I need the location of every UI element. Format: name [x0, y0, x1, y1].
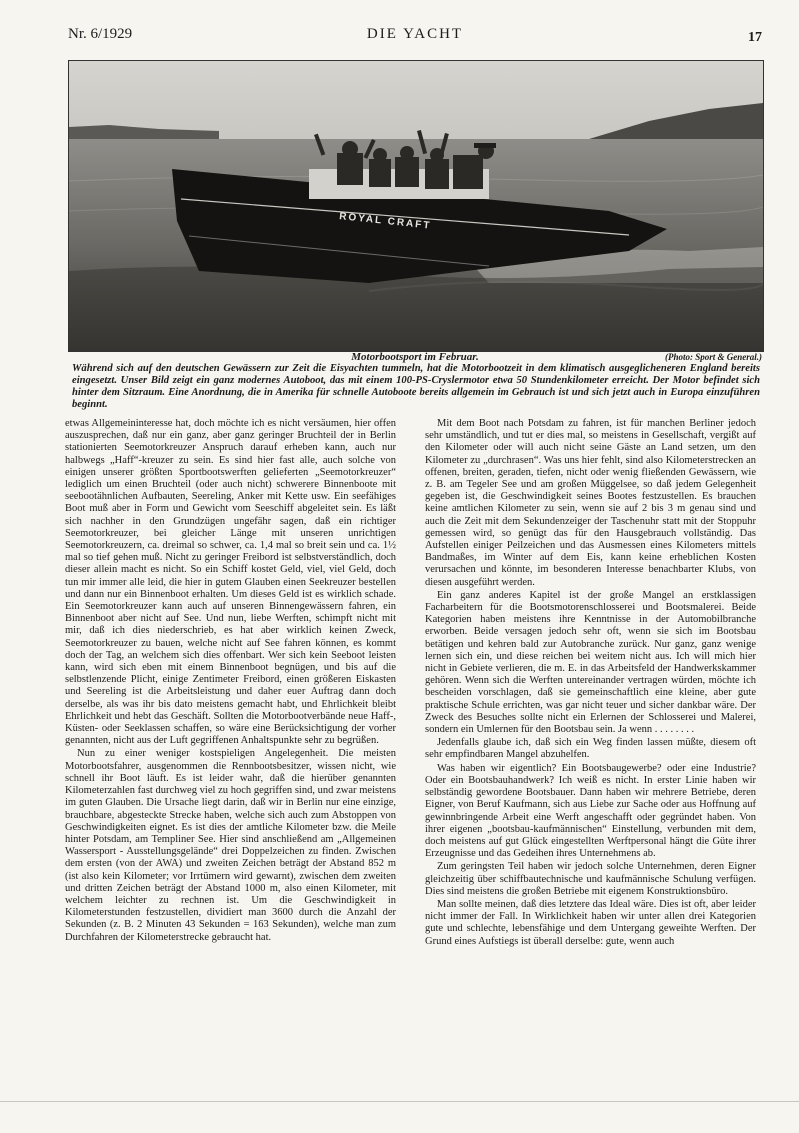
paragraph: Jedenfalls glaube ich, daß sich ein Weg finden lassen müßte, diesem oft sehr empfindbaren Mangel abzuhelfen.: [425, 737, 756, 761]
motorboat-photo: [68, 60, 764, 352]
page-header: [68, 26, 762, 48]
motorboat-photo-graphic: [69, 61, 763, 351]
paragraph: Ein ganz anderes Kapitel ist der große Mangel an erstklassigen Facharbeitern für die Bootsmotorenschlosserei und Bootsmalerei. Beide Kategorien haben meistens ihre Kenntnisse in der Automobilbranche erworben. Beide versagen jedoch sehr oft, wenn sie sich im Bootsbau betätigen und kehren bald zur Autobranche zurück. Nur ganz, ganz wenige lernen sich ein, und diese reichen bei weitem nicht aus. Ich will mich hier nicht in Gebiete verlieren, die m. E. in das Arbeitsfeld der Handwerkskammer gehören. Wenn sich die Werften untereinander vertragen würden, möchte ich bescheiden vorschlagen, daß sie gemeinschaftlich eine kleine, aber gute praktische Schule errichten, was gar nicht teuer und sicher dankbar wäre. Der Zweck des Besuches sollte nicht ein Erlernen der Schlosserei und Malerei, sondern ein Umlernen für den Bootsbau sein. Ja wenn . . . . . . . .: [425, 589, 756, 736]
page-number: 17: [748, 30, 762, 45]
article-column-left: [65, 418, 396, 944]
paragraph: Zum geringsten Teil haben wir jedoch solche Unternehmen, deren Eigner gleichzeitig über schiffbautechnische und kaufmännische Schulung verfügen. Dies sind meistens die großen Betriebe mit eigenem Konstruktionsbüro.: [425, 861, 756, 897]
paragraph: etwas Allgemeininteresse hat, doch möchte ich es nicht versäumen, hier offen auszusprechen, daß nur ein ganz, aber ganz geringer Bruchteil der in Berlin stationierten Seemotorkreuzer Anspruch darauf erheben kann, auch nur halbwegs „Haff“-kreuzer zu sein. Es sind hier fast alle, auch solche von einigen unserer größten Sportbootswerften gelieferten „Seemotorkreuzer“ lediglich um einen Bruchteil (oder auch nicht) schwerere Binnenboote mit seebootähnlichen Aufbauten, Seereling, Anker mit Kette usw. Ein seefähiges Boot muß aber in Form und Gewicht vom Seeschiff abgeleitet sein. Es läßt sich nachher in den Grundzügen ungefähr sagen, daß ein richtiger Seemotorkreuzer, bei gleicher Länge mit unseren unrichtigen Seemotorkreuzern, ca. dreimal so schwer, ca. 1,4 mal so breit sein und ca. 1½ mal so tief gehen muß. Nicht zu geringer Freibord ist selbstverständlich, doch dieser allein macht es nicht. So ein Schiff kostet Geld, viel, viel Geld, doch tun mir immer alle leid, die hier in gutem Glauben einen Seekreuzer bestellen und dann nur ein Binnenboot erhalten. Um dieses Geld ist es wirklich schade. Ein Seemotorkreuzer kann auch auf unseren Binnengewässern fahren, ein Binnenboot aber nicht auf See. Und nun, liebe Werften, schimpft nicht mit mir, daß ich dies niederschrieb, es hat aber wirklich keinen Zweck, Seemotorkreuzer zu bauen, welche nicht auf See fahren können, es kommt doch der Tag, an welchem sich dies offenbart. Wer sich kein Seeboot leisten kann, wird sich eben mit einem Binnenboot begnügen, und bis auf die selbstlenzende Plicht, einige Zentimeter Freibord, einen größeren Eiskasten und Seereling ist die Arbeitsleistung und daher euer Auftrag dann doch derselbe, als was ihr bis dato meistens gemacht habt, und Ehrlichkeit bleibt Ehrlichkeit und hebt das Geschäft. Sollten die Motorbootverbände neue Haff-, Küsten- oder Seeklassen schaffen, so wäre eine Berücksichtigung der vorher genannten, nicht aus der Luft gegriffenen Anhaltspunkte sehr zu begrüßen.: [65, 418, 396, 747]
caption-text: Während sich auf den deutschen Gewässern zur Zeit die Eisyachten tummeln, hat die Motorbootzeit in dem klimatisch ausgeglicheneren England bereits eingesetzt. Unser Bild zeigt ein ganz modernes Autoboot, das mit einem 100-PS-Cryslermotor etwa 50 Stundenkilometer erreicht. Der Motor befindet sich hinter dem Sitzraum. Eine Anordnung, die in Amerika für schnelle Autoboote bereits allgemein im Gebrauch ist und sich jetzt auch in Europa einzuführen beginnt.: [72, 363, 760, 410]
photo-credit: (Photo: Sport & General.): [664, 352, 762, 362]
issue-number: Nr. 6/1929: [68, 26, 133, 42]
paragraph: Was haben wir eigentlich? Ein Bootsbaugewerbe? oder eine Industrie? Oder ein Bootsbauhandwerk? Ich weiß es nicht. In erster Linie haben wir selbständig gewordene Bootsbauer. Dann haben wir mehrere Betriebe, deren Eigner, von Beruf Kaufmann, sich aus Liebe zur Sache oder aus Hoffnung auf gewinnbringende Arbeit eine Werft angeschafft oder gegründet haben. Von ihrer eigenen „bootsbau-kaufmännischen“ Einstellung, verbunden mit dem, doch meistens auf gut Glück eingestellten Werftpersonal hängt die Güte ihrer Erzeugnisse und das Gedeihen ihres Unternehmens ab.: [425, 762, 756, 860]
magazine-title: DIE YACHT: [366, 26, 464, 42]
article-column-right: [425, 418, 756, 948]
paragraph: Mit dem Boot nach Potsdam zu fahren, ist für manchen Berliner jedoch sehr umständlich, und tut er dies mal, so meistens in Gesellschaft, vergißt auf den Kilometer oder will auch nicht seine Gäste an Land setzen, um den Kilometer zu „durchrasen“. Was uns hier fehlt, sind also Kilometerstrecken an offenen, breiten, geraden, tiefen, nicht oder wenig fließenden Gewässern, wie z. B. am Tegeler See und am großen Müggelsee, so daß jedem Gelegenheit gegeben ist, die Geschwindigkeit seines Bootes festzustellen. Es brauchen keine amtlichen Kilometer zu sein, wenn sie auf 2 bis 3 m genau sind und auch die Zeit mit dem Sekundenzeiger der Taschenuhr statt mit der Stoppuhr gemessen wird, so genügt das für den Hausgebrauch vollständig. Das Aufstellen einiger Peilzeichen und das Ausmessen eines Kilometers mittels Bandmaßes, im Winter auf dem Eis, kann keine erheblichen Kosten verursachen und könnte, im besonderen Interesse benachbarter Klubs, von diesen ausgeführt werden.: [425, 418, 756, 588]
page-bottom-rule: [0, 1101, 799, 1102]
paragraph: Man sollte meinen, daß dies letztere das Ideal wäre. Dies ist oft, aber leider nicht immer der Fall. In Wirklichkeit haben wir unter allen drei Kategorien gute und schlechte, lebensfähige und dem Untergang geweihte Werften. Der Grund eines Aufstiegs ist überall derselbe: gute, wenn auch: [425, 898, 756, 947]
caption-title: Motorbootsport im Februar.: [351, 351, 479, 363]
boat-hull-lettering: ROYAL CRAFT: [338, 211, 432, 232]
paragraph: Nun zu einer weniger kostspieligen Angelegenheit. Die meisten Motorbootsfahrer, ausgenommen die Rennbootsbesitzer, wissen nicht, wie schnell ihr Boot läuft. Es ist leider wahr, daß die hierüber genannten Kilometerzahlen fast durchweg viel zu hoch gegriffen sind, und zwar meistens im guten Glauben. Die Ursache liegt darin, daß wir in Berlin nur eine einzige, brauchbare, abgesteckte Strecke haben, welche sich auch zum Abstoppen von Geschwindigkeiten eignet. Es ist dies der amtliche Kilometer bzw. die Meile hinter Potsdam, am Templiner See. Hier sind anschließend am „Allgemeinen Wassersport - Ausstellungsgelände“ drei Doppelzeichen zu finden. Zwischen dem ersten (von der AWA) und zweiten Zeichen beträgt der Abstand 852 m (ist also kein Kilometer; vor Irrtümern wird gewarnt), zwischen dem zweiten und dritten Zeichen beträgt der Abstand 1000 m, also einen Kilometer, mit welchem leichter zu rechnen ist. Um die Geschwindigkeit in Kilometerstunden festzustellen, dividiert man 3600 durch die Anzahl der Sekunden (z. B. 2 Minuten 43 Sekunden = 163 Sekunden), welche man zum Durchfahren der Kilometerstrecke gebraucht hat.: [65, 748, 396, 943]
